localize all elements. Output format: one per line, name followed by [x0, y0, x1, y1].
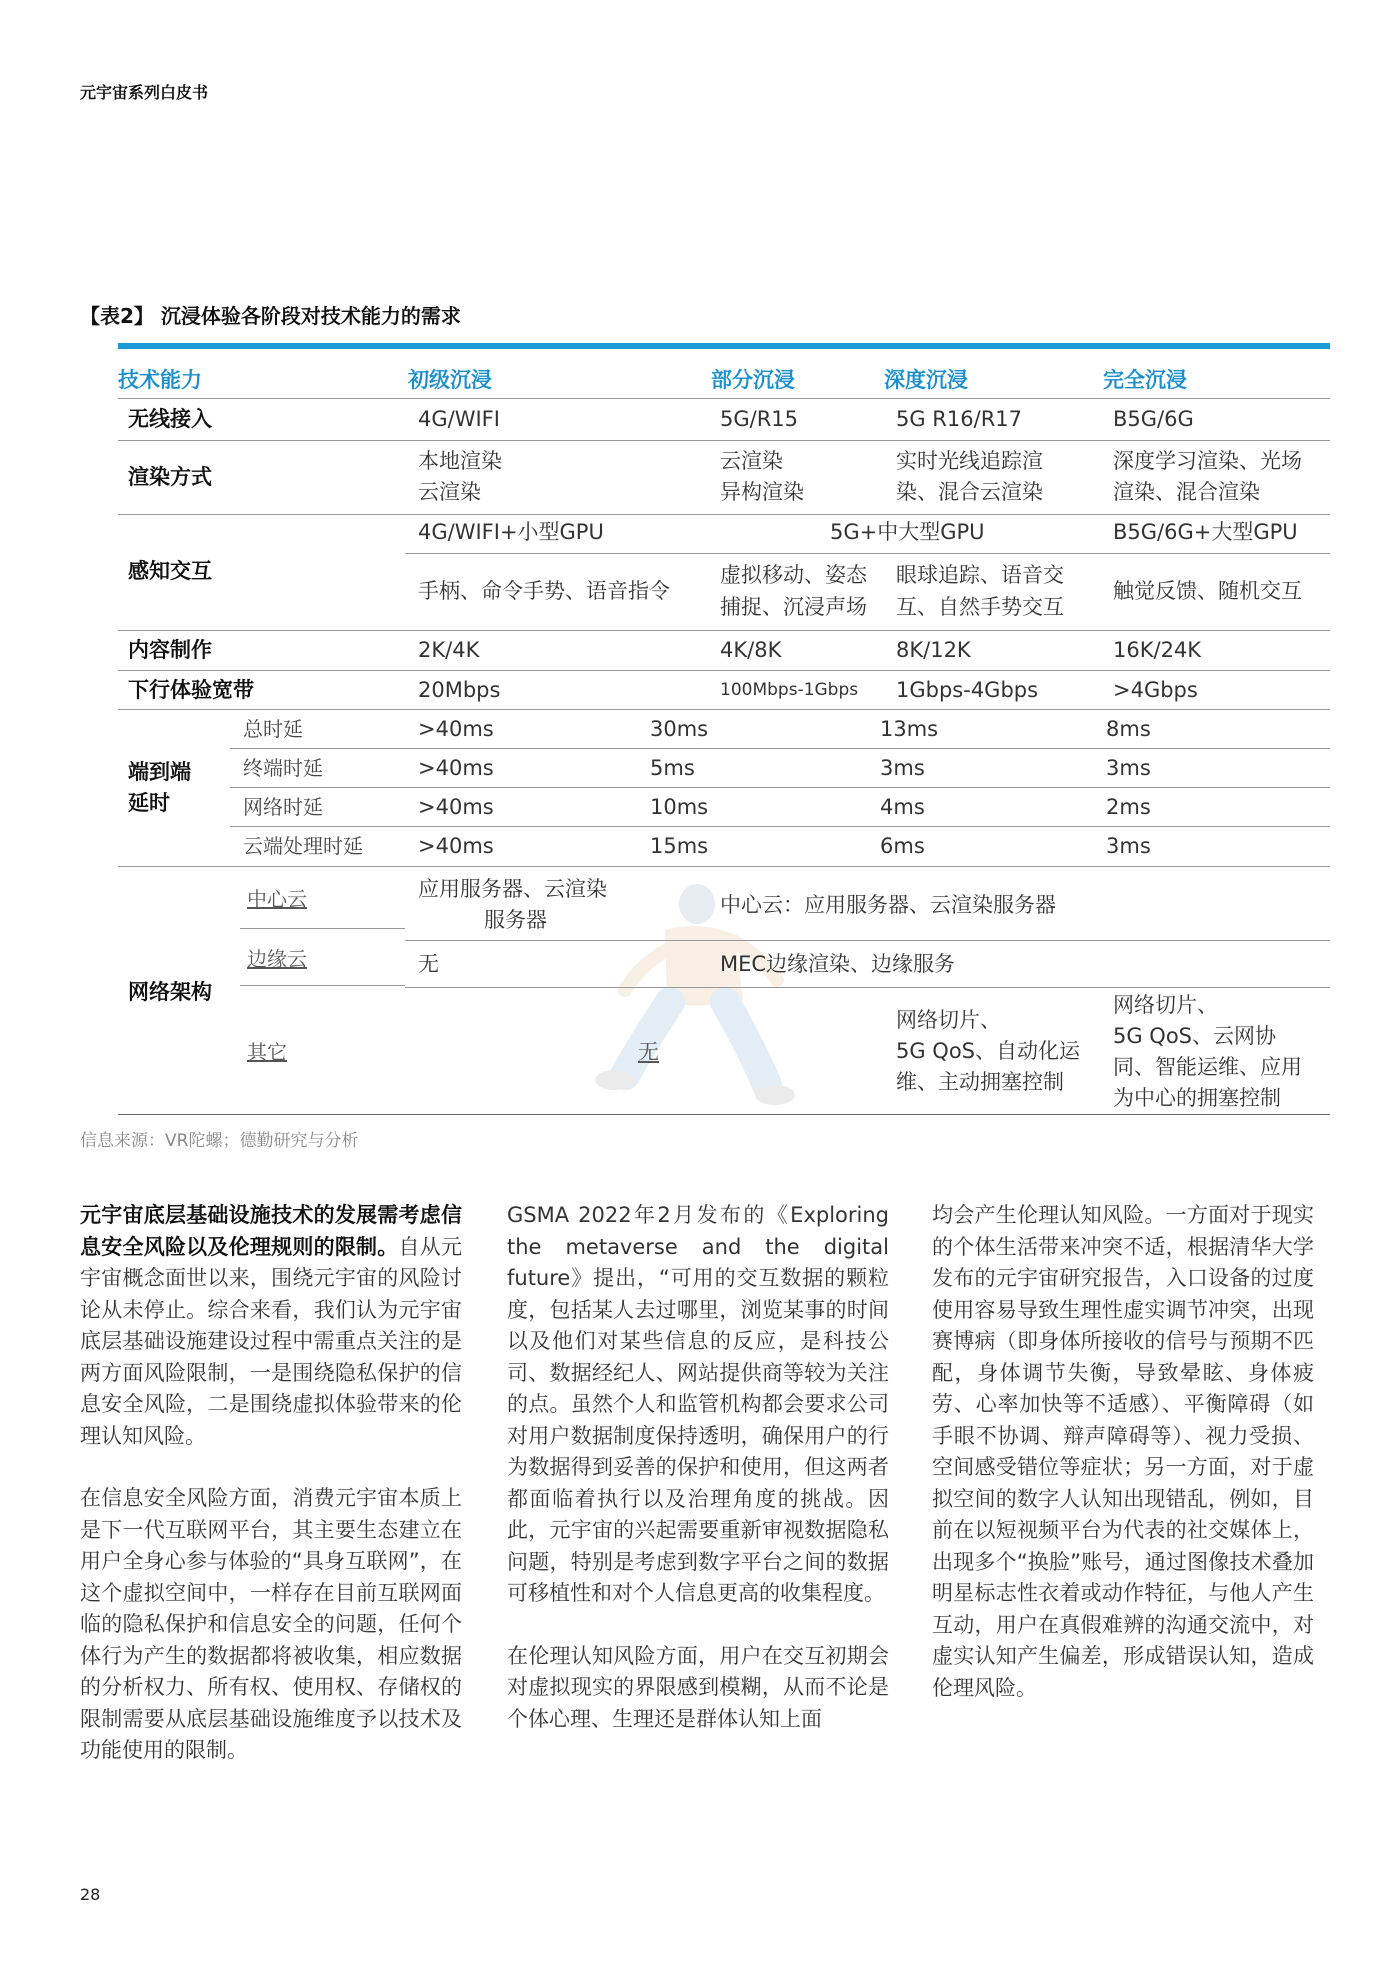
cell-perception-deep-2: 互、自然手势交互 — [896, 595, 1064, 619]
cell-render-full-2: 渲染、混合渲染 — [1113, 480, 1260, 504]
cell-perception-partial-2: 捕捉、沉浸声场 — [720, 595, 867, 619]
col1-lead-rest: 自从元宇宙概念面世以来，围绕元宇宙的风险讨论从未停止。综合来看，我们认为元宇宙底层基础设施建设过程中需重点关注的是两方面风险限制，一是围绕隐私保护的信息安全风险，二是围绕虚拟体验带来的伦理认知风险。 — [80, 1234, 463, 1448]
network-other-initial-partial: 无 — [638, 1040, 659, 1064]
latency-network-label: 网络时延 — [243, 795, 323, 819]
header-capability: 技术能力 — [118, 368, 202, 392]
cell-render-partial-2: 异构渲染 — [720, 480, 804, 504]
cell-render-initial-2: 云渲染 — [418, 480, 481, 504]
network-other-full-3: 同、智能运维、应用 — [1113, 1055, 1302, 1079]
latency-total-deep: 13ms — [880, 717, 939, 741]
cell-bandwidth-initial: 20Mbps — [418, 678, 501, 702]
col1-lead-bold: 元宇宙底层基础设施技术的发展需考虑信息安全风险以及伦理规则的限制。 — [80, 1203, 462, 1259]
cell-content-partial: 4K/8K — [720, 638, 782, 662]
latency-terminal-label: 终端时延 — [243, 756, 323, 780]
body-column-2 — [507, 1200, 889, 1766]
network-edge-label: 边缘云 — [247, 947, 307, 971]
row-label-content: 内容制作 — [128, 638, 212, 662]
network-other-full-4: 为中心的拥塞控制 — [1113, 1086, 1281, 1110]
running-header: 元宇宙系列白皮书 — [80, 83, 209, 102]
latency-network-initial: >40ms — [418, 795, 494, 819]
network-center-initial-1: 应用服务器、云渲染 — [418, 877, 607, 901]
network-center-initial-2: 服务器 — [484, 908, 547, 932]
col1-paragraph-1 — [80, 1200, 462, 1452]
latency-terminal-initial: >40ms — [418, 756, 494, 780]
latency-total-initial: >40ms — [418, 717, 494, 741]
network-other-label: 其它 — [247, 1040, 287, 1064]
header-deep: 深度沉浸 — [884, 368, 968, 392]
latency-cloud-label: 云端处理时延 — [243, 834, 363, 858]
network-edge-rest: MEC边缘渲染、边缘服务 — [720, 952, 956, 976]
cell-render-initial-1: 本地渲染 — [418, 449, 502, 473]
cell-render-partial-1: 云渲染 — [720, 449, 783, 473]
page-number: 28 — [80, 1885, 101, 1904]
cell-perception-deep-1: 眼球追踪、语音交 — [896, 563, 1064, 587]
latency-cloud-partial: 15ms — [650, 834, 709, 858]
row-label-latency-2: 延时 — [128, 791, 170, 815]
cell-render-deep-2: 染、混合云渲染 — [896, 480, 1043, 504]
network-center-rest: 中心云：应用服务器、云渲染服务器 — [720, 893, 1056, 917]
cell-bandwidth-partial: 100Mbps-1Gbps — [720, 680, 859, 700]
cell-wireless-initial: 4G/WIFI — [418, 407, 500, 431]
network-edge-initial: 无 — [418, 952, 439, 976]
cell-content-deep: 8K/12K — [896, 638, 971, 662]
header-initial: 初级沉浸 — [408, 368, 492, 392]
header-full: 完全沉浸 — [1103, 368, 1187, 392]
latency-network-full: 2ms — [1106, 795, 1151, 819]
latency-terminal-partial: 5ms — [650, 756, 695, 780]
cell-render-full-1: 深度学习渲染、光场 — [1113, 449, 1302, 473]
network-center-label: 中心云 — [247, 887, 307, 911]
row-label-latency-1: 端到端 — [128, 760, 191, 784]
latency-total-label: 总时延 — [243, 717, 303, 741]
network-other-deep-3: 维、主动拥塞控制 — [896, 1070, 1064, 1094]
latency-terminal-deep: 3ms — [880, 756, 925, 780]
network-other-deep-2: 5G QoS、自动化运 — [896, 1039, 1081, 1063]
cell-bandwidth-deep: 1Gbps-4Gbps — [896, 678, 1039, 702]
cell-perception-full-gpu: B5G/6G+大型GPU — [1113, 520, 1298, 544]
cell-content-full: 16K/24K — [1113, 638, 1202, 662]
row-label-network: 网络架构 — [128, 980, 212, 1004]
row-label-perception: 感知交互 — [128, 559, 212, 583]
network-other-full-1: 网络切片、 — [1113, 993, 1218, 1017]
table-top-bar — [118, 343, 1330, 349]
header-partial: 部分沉浸 — [711, 368, 795, 392]
cell-perception-full-interact: 触觉反馈、随机交互 — [1113, 579, 1302, 603]
latency-terminal-full: 3ms — [1106, 756, 1151, 780]
table-title: 【表2】 沉浸体验各阶段对技术能力的需求 — [80, 304, 461, 328]
col3-paragraph-1: 均会产生伦理认知风险。一方面对于现实的个体生活带来冲突不适，根据清华大学发布的元宇宙研究报告，入口设备的过度使用容易导致生理性虚实调节冲突，出现赛博病（即身体所接收的信号与预期不匹配，身体调节失衡，导致晕眩、身体疲劳、心率加快等不适感）、平衡障碍（如手眼不协调、辩声障碍等）、视力受损、空间感受错位等症状；另一方面，对于虚拟空间的数字人认知出现错乱，例如，目前在以短视频平台为代表的社交媒体上，出现多个“换脸”账号，通过图像技术叠加明星标志性衣着或动作特征，与他人产生互动，用户在真假难辨的沟通交流中，对虚实认知产生偏差，形成错误认知，造成伦理风险。 — [932, 1203, 1314, 1700]
cell-wireless-partial: 5G/R15 — [720, 407, 799, 431]
latency-cloud-full: 3ms — [1106, 834, 1151, 858]
cell-perception-partial-deep-gpu: 5G+中大型GPU — [830, 520, 985, 544]
cell-perception-partial-1: 虚拟移动、姿态 — [720, 563, 867, 587]
network-other-full-2: 5G QoS、云网协 — [1113, 1024, 1277, 1048]
cell-perception-initial-gpu: 4G/WIFI+小型GPU — [418, 520, 604, 544]
latency-total-partial: 30ms — [650, 717, 709, 741]
col1-paragraph-2: 在信息安全风险方面，消费元宇宙本质上是下一代互联网平台，其主要生态建立在用户全身心参与体验的“具身互联网”，在这个虚拟空间中，一样存在目前互联网面临的隐私保护和信息安全的问题，任何个体行为产生的数据都将被收集，相应数据的分析权力、所有权、使用权、存储权的限制需要从底层基础设施维度予以技术及功能使用的限制。 — [80, 1486, 462, 1762]
latency-network-deep: 4ms — [880, 795, 925, 819]
row-label-wireless: 无线接入 — [128, 407, 212, 431]
col2-paragraph-2: 在伦理认知风险方面，用户在交互初期会对虚拟现实的界限感到模糊，从而不论是个体心理、生理还是群体认知上面 — [507, 1643, 889, 1731]
cell-content-initial: 2K/4K — [418, 638, 480, 662]
latency-total-full: 8ms — [1106, 717, 1151, 741]
network-other-deep-1: 网络切片、 — [896, 1008, 1001, 1032]
latency-cloud-initial: >40ms — [418, 834, 494, 858]
table-source: 信息来源：VR陀螺；德勤研究与分析 — [80, 1131, 359, 1151]
row-label-render: 渲染方式 — [128, 465, 212, 489]
latency-network-partial: 10ms — [650, 795, 709, 819]
row-label-bandwidth: 下行体验宽带 — [128, 678, 254, 702]
cell-bandwidth-full: >4Gbps — [1113, 678, 1198, 702]
col2-paragraph-1: GSMA 2022年2月发布的《Exploring the metaverse and the digital future》提出，“可用的交互数据的颗粒度，包括某人去过哪里，浏览某事的时间以及他们对某些信息的反应，是科技公司、数据经纪人、网站提供商等较为关注的点。虽然个人和监管机构都会要求公司对用户数据制度保持透明，确保用户的行为数据得到妥善的保护和使用，但这两者都面临着执行以及治理角度的挑战。因此，元宇宙的兴起需要重新审视数据隐私问题，特别是考虑到数字平台之间的数据可移植性和对个人信息更高的收集程度。 — [507, 1203, 889, 1605]
cell-perception-initial-interact: 手柄、命令手势、语音指令 — [418, 579, 670, 603]
cell-render-deep-1: 实时光线追踪渲 — [896, 449, 1043, 473]
body-column-1 — [80, 1200, 462, 1798]
cell-wireless-deep: 5G R16/R17 — [896, 407, 1023, 431]
cell-wireless-full: B5G/6G — [1113, 407, 1194, 431]
latency-cloud-deep: 6ms — [880, 834, 925, 858]
body-column-3 — [932, 1200, 1314, 1735]
